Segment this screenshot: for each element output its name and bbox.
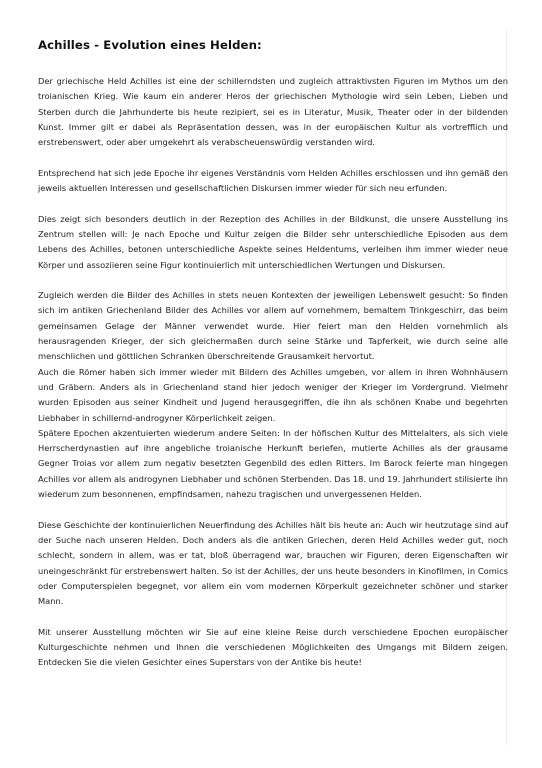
document-body bbox=[38, 38, 508, 671]
paragraph-today: Diese Geschichte der kontinuierlichen Neuerfindung des Achilles hält bis heute an: Auch wir heutzutage sind auf der Suche nach unseren Helden. Doch anders als die antiken Griechen, deren Held Achilles weder gut, noch schlecht, sondern in allem, was er tat, bloß überragend war, brauchen wir Figuren, deren Eigenschaften wir uneingeschränkt für erstrebenswert halten. So ist der Achilles, der uns heute besonders in Kinofilmen, in Comics oder Computerspielen begegnet, vor allem ein vom modernen Körperkult gezeichneter schöner und starker Mann. bbox=[38, 519, 508, 607]
paragraph-gap bbox=[38, 196, 508, 211]
paragraph-gap bbox=[38, 502, 508, 517]
paragraph-rome: Auch die Römer haben sich immer wieder mit Bildern des Achilles umgeben, vor allem in ihren Wohnhäusern und Gräbern. Anders als in Griechenland stand hier jedoch weniger der Krieger im Vordergrund. Vielmehr wurden Episoden aus seiner Kindheit und Jugend herausgegriffen, die ihn als schönen Knabe und begehrten Liebhaber in schillernd-androgyner Körperlichkeit zeigen. bbox=[38, 366, 508, 423]
paragraph-greece: Zugleich werden die Bilder des Achilles in stets neuen Kontexten der jeweiligen Lebenswelt gesucht: So finden sich im antiken Griechenland Bilder des Achilles vor allem auf vornehmem, bemaltem Trinkgeschirr, das beim gemeinsamen Gelage der Männer verwendet wurde. Hier feiert man den Helden vornehmlich als herausragenden Krieger, der sich gleichermaßen durch seine Stärke und Tapferkeit, wie durch seine alle menschlichen und göttlichen Schranken überschreitende Grausamkeit hervortut. bbox=[38, 290, 508, 362]
paragraph-invitation: Mit unserer Ausstellung möchten wir Sie auf eine kleine Reise durch verschiedene Epochen europäischer Kulturgeschichte nehmen und Ihnen die verschiedenen Möglichkeiten des Umgangs mit Bildern zeigen. Entdecken Sie die vielen Gesichter eines Superstars von der Antike bis heute! bbox=[38, 626, 508, 668]
paragraph-gap bbox=[38, 150, 508, 165]
document-title: Achilles - Evolution eines Helden: bbox=[38, 38, 262, 52]
paragraph-gap bbox=[38, 273, 508, 288]
paragraph-later-epochs: Spätere Epochen akzentuierten wiederum andere Seiten: In der höfischen Kultur des Mittelalters, als sich viele Herrscherdynastien auf ihre angebliche troianische Herkunft beriefen, mutierte Achilles als der grausame Gegner Troias vor allem zum negativ besetzten Gegenbild des edlen Ritters. Im Barock feierte man hingegen Achilles vor allem als androgynen Liebhaber und schönen Sterbenden. Das 18. und 19. Jahrhundert stilisierte ihn wiederum zum besonnenen, empfindsamen, nahezu tragischen und unvergessenen Helden. bbox=[38, 427, 508, 500]
paragraph-gap bbox=[38, 609, 508, 624]
paragraph-bildkunst: Dies zeigt sich besonders deutlich in der Rezeption des Achilles in der Bildkunst, die unsere Ausstellung ins Zentrum stellen will: Je nach Epoche und Kultur zeigen die Bilder sehr unterschiedliche Episoden aus dem Lebens des Achilles, betonen unterschiedliche Aspekte seines Heldentums, verleihen ihm immer wieder neue Körper und assoziieren seine Figur kontinuierlich mit unterschiedlichen Wertungen und Diskursen. bbox=[38, 213, 508, 270]
paragraph-epochs: Entsprechend hat sich jede Epoche ihr eigenes Verständnis vom Helden Achilles erschlossen und ihn gemäß den jeweils aktuellen Interessen und gesellschaftlichen Diskursen immer wieder für sich neu erfunden. bbox=[38, 167, 508, 194]
paragraph-intro: Der griechische Held Achilles ist eine der schillerndsten und zugleich attraktivsten Figuren im Mythos um den troianischen Krieg. Wie kaum ein anderer Heros der griechischen Mythologie wird sein Leben, Lieben und Sterben durch die Jahrhunderte bis heute rezipiert, sei es in Literatur, Musik, Theater oder in der bildenden Kunst. Immer gilt er dabei als Repräsentation dessen, was in der europäischen Kultur als vortrefflich und erstrebenswert, oder aber umgekehrt als verabscheuenswürdig verstanden wird. bbox=[38, 76, 508, 148]
